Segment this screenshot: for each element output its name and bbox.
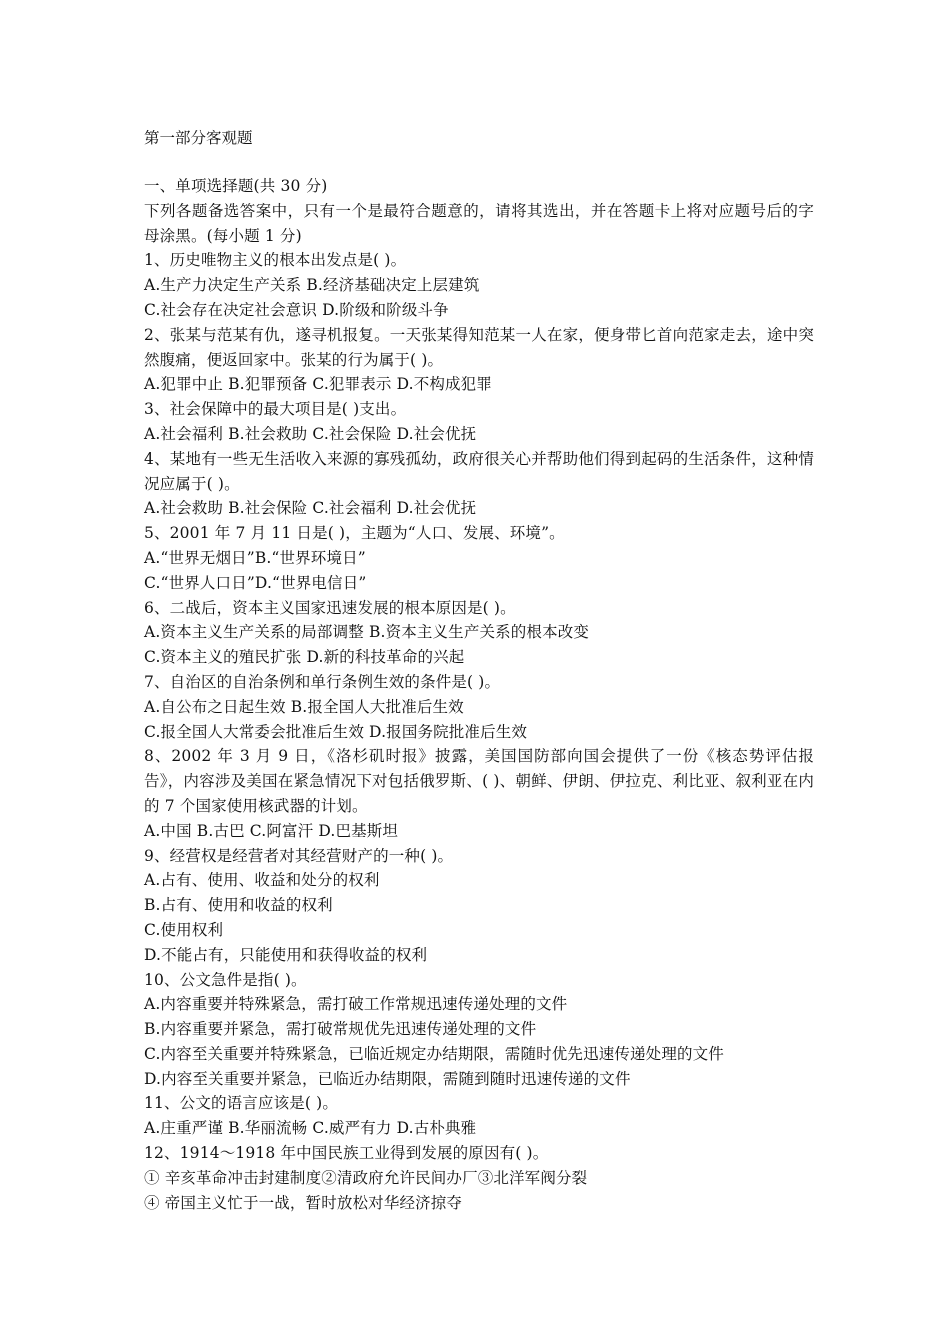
question-options: A.自公布之日起生效 B.报全国人大批准后生效 (144, 697, 464, 716)
question-stem: 2、张某与范某有仇，遂寻机报复。一天张某得知范某一人在家，便身带匕首向范家走去，途中突然腹痛，便返回家中。张某的行为属于( )。 (144, 325, 814, 369)
question-list (144, 248, 814, 1215)
question-stem: 7、自治区的自治条例和单行条例生效的条件是( )。 (144, 672, 501, 691)
question-item (144, 1091, 814, 1141)
question-item (144, 323, 814, 397)
question-options: A.中国 B.古巴 C.阿富汗 D.巴基斯坦 (144, 821, 399, 840)
exam-content (144, 126, 814, 1215)
question-options: C.“世界人口日”D.“世界电信日” (144, 573, 367, 592)
question-item (144, 596, 814, 670)
question-item (144, 248, 814, 322)
question-stem: 10、公文急件是指( )。 (144, 970, 307, 989)
question-options: ① 辛亥革命冲击封建制度②清政府允许民间办厂③北洋军阀分裂 (144, 1168, 588, 1187)
question-item (144, 447, 814, 521)
question-options: C.资本主义的殖民扩张 D.新的科技革命的兴起 (144, 648, 465, 667)
question-stem: 8、2002 年 3 月 9 日，《洛杉矶时报》披露，美国国防部向国会提供了一份《核态势评估报告》，内容涉及美国在紧急情况下对包括俄罗斯、( )、朝鲜、伊朗、伊拉克、利比亚、叙利亚在内的 7 个国家使用核武器的计划。 (144, 747, 814, 815)
question-options: A.犯罪中止 B.犯罪预备 C.犯罪表示 D.不构成犯罪 (144, 375, 492, 394)
question-stem: 4、某地有一些无生活收入来源的寡残孤幼，政府很关心并帮助他们得到起码的生活条件，这种情况应属于( )。 (144, 449, 814, 493)
question-options: D.内容至关重要并紧急，已临近办结期限，需随到随时迅速传递的文件 (144, 1069, 631, 1088)
question-item (144, 968, 814, 1092)
question-item (144, 744, 814, 843)
question-options: D.不能占有，只能使用和获得收益的权利 (144, 945, 428, 964)
question-options: A.生产力决定生产关系 B.经济基础决定上层建筑 (144, 276, 480, 295)
question-options: C.社会存在决定社会意识 D.阶级和阶级斗争 (144, 300, 449, 319)
question-options: A.内容重要并特殊紧急，需打破工作常规迅速传递处理的文件 (144, 995, 568, 1014)
question-options: A.占有、使用、收益和处分的权利 (144, 871, 380, 890)
question-options: A.资本主义生产关系的局部调整 B.资本主义生产关系的根本改变 (144, 623, 590, 642)
question-item (144, 1141, 814, 1215)
question-stem: 11、公文的语言应该是( )。 (144, 1094, 338, 1113)
question-stem: 6、二战后，资本主义国家迅速发展的根本原因是( )。 (144, 598, 516, 617)
question-options: C.内容至关重要并特殊紧急，已临近规定办结期限，需随时优先迅速传递处理的文件 (144, 1044, 724, 1063)
question-stem: 1、历史唯物主义的根本出发点是( )。 (144, 251, 407, 270)
part-title: 第一部分客观题 (144, 129, 253, 147)
question-item (144, 521, 814, 595)
question-item (144, 844, 814, 968)
question-options: B.内容重要并紧急，需打破常规优先迅速传递处理的文件 (144, 1020, 537, 1039)
question-options: A.庄重严谨 B.华丽流畅 C.威严有力 D.古朴典雅 (144, 1119, 477, 1138)
question-stem: 3、社会保障中的最大项目是( )支出。 (144, 400, 407, 419)
section-instructions: 下列各题备选答案中，只有一个是最符合题意的，请将其选出，并在答题卡上将对应题号后的字母涂黑。(每小题 1 分) (144, 201, 814, 245)
question-stem: 9、经营权是经营者对其经营财产的一种( )。 (144, 846, 454, 865)
question-options: A.社会救助 B.社会保险 C.社会福利 D.社会优抚 (144, 499, 477, 518)
section-heading: 一、单项选择题(共 30 分) (144, 177, 328, 195)
question-stem: 12、1914～1918 年中国民族工业得到发展的原因有( )。 (144, 1144, 549, 1163)
question-stem: 5、2001 年 7 月 11 日是( )，主题为“人口、发展、环境”。 (144, 524, 565, 543)
question-options: A.社会福利 B.社会救助 C.社会保险 D.社会优抚 (144, 424, 477, 443)
question-options: A.“世界无烟日”B.“世界环境日” (144, 548, 366, 567)
question-options: C.使用权利 (144, 920, 224, 939)
question-options: ④ 帝国主义忙于一战，暂时放松对华经济掠夺 (144, 1193, 463, 1212)
question-options: C.报全国人大常委会批准后生效 D.报国务院批准后生效 (144, 722, 528, 741)
question-item (144, 397, 814, 447)
question-item (144, 670, 814, 744)
question-options: B.占有、使用和收益的权利 (144, 896, 333, 915)
